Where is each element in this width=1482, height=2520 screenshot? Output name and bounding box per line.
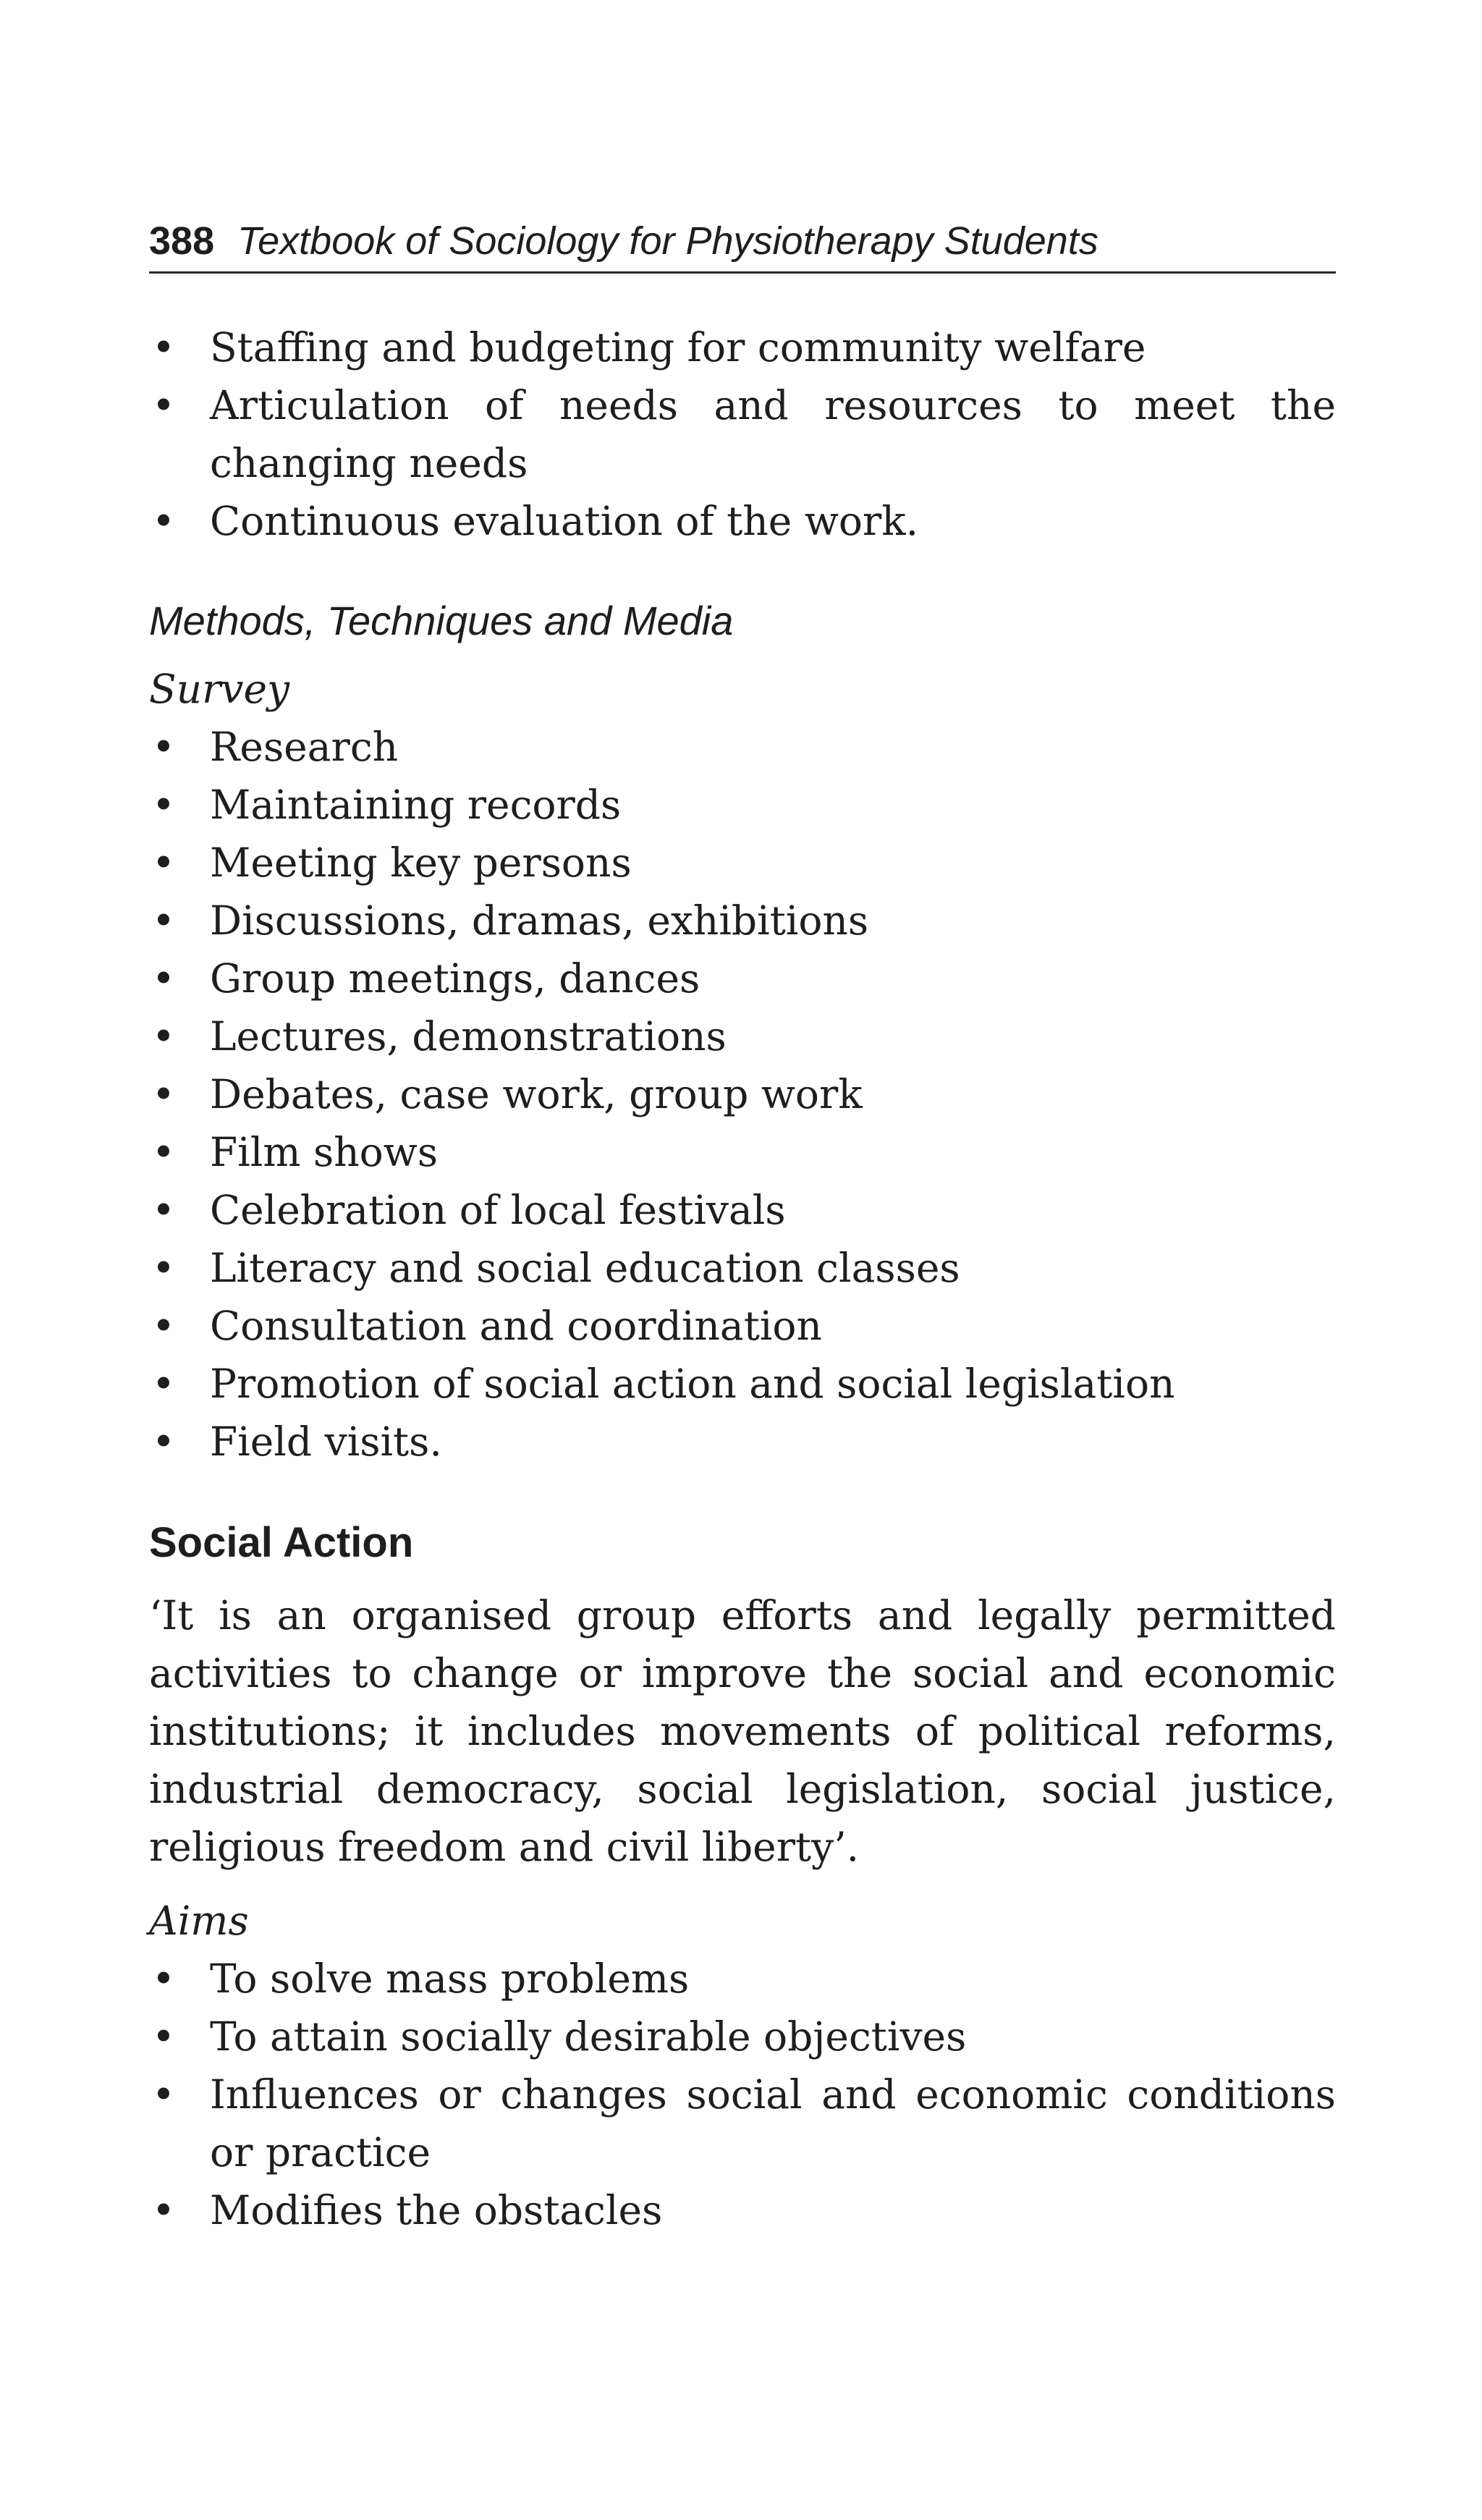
- social-action-definition: ‘It is an organised group efforts and legally permitted activities to change or improve the social and economic institutions; it includes movements of political reforms, industrial democracy, social legislation, social justice, religious freedom and civil liberty’.: [149, 1592, 1336, 1870]
- social-action-heading: Social Action: [149, 1519, 414, 1566]
- list-item: • Debates, case work, group work: [149, 1065, 1336, 1123]
- bullet-icon: •: [151, 782, 176, 828]
- methods-heading: Methods, Techniques and Media: [149, 598, 734, 643]
- methods-bullet-list: [149, 718, 1336, 1471]
- bullet-icon: •: [151, 1187, 176, 1233]
- bullet-icon: •: [151, 840, 176, 886]
- bullet-icon: •: [151, 1071, 176, 1117]
- bullet-icon: •: [151, 498, 176, 544]
- bullet-icon: •: [151, 955, 176, 1002]
- list-item: • Celebration of local festivals: [149, 1181, 1336, 1239]
- list-item: • Modifies the obstacles: [149, 2181, 1336, 2239]
- bullet-icon: •: [151, 897, 176, 944]
- list-item: • Consultation and coordination: [149, 1297, 1336, 1355]
- aims-bullet-list: [149, 1950, 1336, 2239]
- aims-subheading: Aims: [149, 1898, 249, 1944]
- survey-subheading: Survey: [149, 666, 290, 712]
- bullet-icon: •: [151, 2071, 176, 2118]
- list-item: • Discussions, dramas, exhibitions: [149, 892, 1336, 950]
- page-content: [149, 318, 1336, 2239]
- list-item: • Promotion of social action and social legislation: [149, 1355, 1336, 1413]
- list-item: • Field visits.: [149, 1413, 1336, 1471]
- bullet-icon: •: [151, 1129, 176, 1175]
- list-item: • To solve mass problems: [149, 1950, 1336, 2008]
- bullet-icon: •: [151, 1418, 176, 1465]
- list-item: • Group meetings, dances: [149, 950, 1336, 1007]
- intro-bullet-list: [149, 318, 1336, 550]
- list-item: • Maintaining records: [149, 776, 1336, 834]
- list-item: • Continuous evaluation of the work.: [149, 492, 1336, 550]
- list-item: • Meeting key persons: [149, 834, 1336, 892]
- bullet-icon: •: [151, 1361, 176, 1407]
- bullet-icon: •: [151, 2013, 176, 2060]
- list-item: • Articulation of needs and resources to meet the changing needs: [149, 376, 1336, 492]
- bullet-icon: •: [151, 1013, 176, 1060]
- list-item: • Literacy and social education classes: [149, 1239, 1336, 1297]
- book-title: Textbook of Sociology for Physiotherapy Students: [237, 219, 1098, 263]
- bullet-icon: •: [151, 1303, 176, 1349]
- bullet-icon: •: [151, 382, 176, 428]
- bullet-icon: •: [151, 2187, 176, 2233]
- bullet-icon: •: [151, 1245, 176, 1291]
- bullet-icon: •: [151, 1955, 176, 2002]
- list-item: • To attain socially desirable objectives: [149, 2008, 1336, 2066]
- bullet-icon: •: [151, 724, 176, 770]
- list-item: • Staffing and budgeting for community welfare: [149, 318, 1336, 376]
- running-header: [149, 216, 1336, 274]
- bullet-icon: •: [151, 324, 176, 371]
- list-item: • Research: [149, 718, 1336, 776]
- list-item: • Film shows: [149, 1123, 1336, 1181]
- list-item: • Lectures, demonstrations: [149, 1007, 1336, 1065]
- list-item: • Influences or changes social and economic conditions or practice: [149, 2066, 1336, 2181]
- page-number: 388: [149, 219, 215, 263]
